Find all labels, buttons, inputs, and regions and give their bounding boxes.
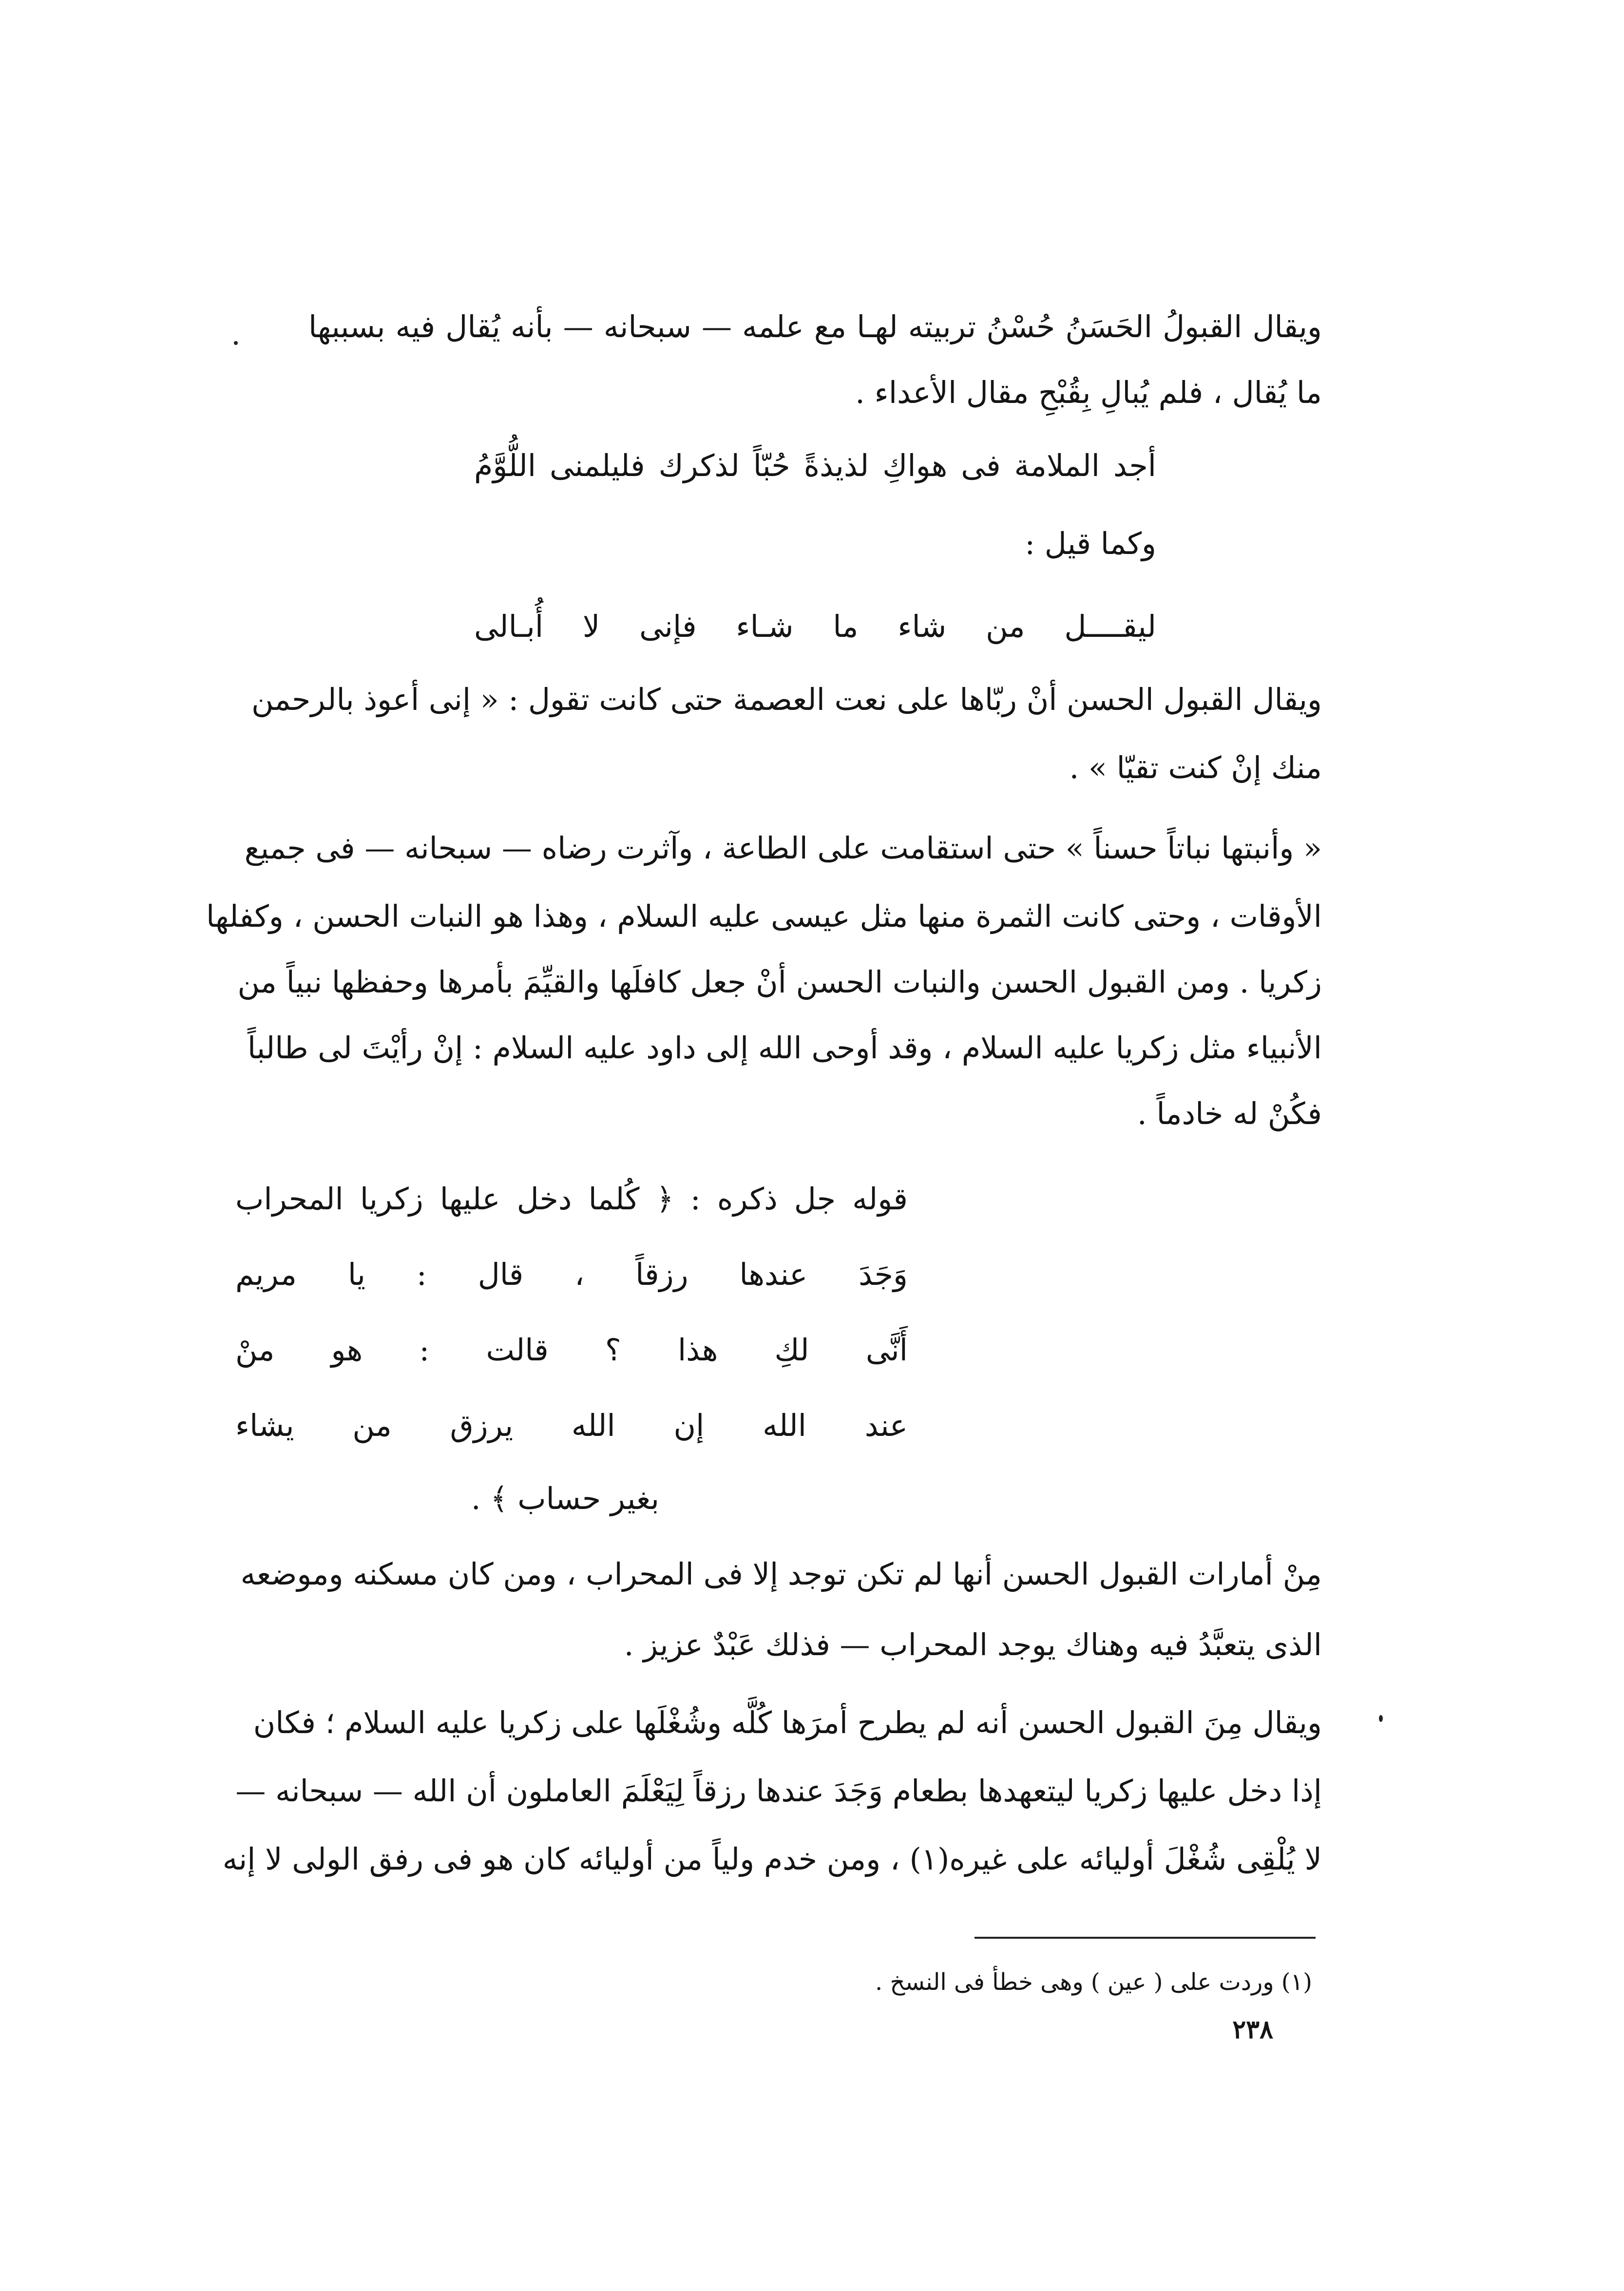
quran-verse-line: عند الله إن الله يرزق من يشاء xyxy=(235,1408,908,1443)
quran-verse-line: بغير حساب ﴾ . xyxy=(471,1481,659,1516)
text-line: لا يُلْقِى شُغْلَ أوليائه على غيره(١) ، ومن خدم ولياً من أوليائه كان هو فى رفق الولى لا إنه xyxy=(222,1841,1322,1877)
text-line: مِنْ أمارات القبول الحسن أنها لم تكن توجد إلا فى المحراب ، ومن كان مسكنه وموضعه xyxy=(240,1556,1322,1592)
poetry-verse: ليقــــل من شاء ما شـاء فإنى لا أُبـالى xyxy=(474,609,1156,644)
text-line: الأنبياء مثل زكريا عليه السلام ، وقد أوحى الله إلى داود عليه السلام : إنْ رأيْتَ لى طالباً xyxy=(247,1030,1322,1066)
text-line: إذا دخل عليها زكريا ليتعهدها بطعام وَجَدَ عندها رزقاً لِيَعْلَمَ العاملون أن الله — سبحانه — xyxy=(235,1773,1322,1809)
text-line: منك إنْ كنت تقيّا » . xyxy=(1069,750,1322,785)
scan-speck xyxy=(1379,1715,1383,1722)
quran-verse-line: قوله جل ذكره : ﴿ كُلما دخل عليها زكريا المحراب xyxy=(235,1181,908,1217)
footnote: (١) وردت على ( عين ) وهى خطأ فى النسخ . xyxy=(875,1968,1312,1996)
text-line: ويقال القبول الحسن أنْ ربّاها على نعت العصمة حتى كانت تقول : « إنى أعوذ بالرحمن xyxy=(251,682,1322,717)
text-line: زكريا . ومن القبول الحسن والنبات الحسن أنْ جعل كافلَها والقيِّمَ بأمرها وحفظها نبياً من xyxy=(237,964,1322,1000)
text-line: ما يُقال ، فلم يُبالِ بِقُبْحِ مقال الأعداء . xyxy=(855,375,1322,410)
footnote-separator xyxy=(974,1937,1316,1939)
text-line: فكُنْ له خادماً . xyxy=(1137,1096,1322,1131)
text-line: الذى يتعبَّدُ فيه وهناك يوجد المحراب — فذلك عَبْدٌ عزيز . xyxy=(624,1627,1322,1662)
poetry-verse: أجد الملامة فى هواكِ لذيذةً حُبّاً لذكرك فليلمنى اللُّوَّمُ xyxy=(474,448,1156,483)
text-line: « وأنبتها نباتاً حسناً » حتى استقامت على الطاعة ، وآثرت رضاه — سبحانه — فى جميع xyxy=(244,830,1322,866)
text-line: ويقال القبولُ الحَسَنُ حُسْنُ تربيته لهـا مع علمه — سبحانه — بأنه يُقال فيه بسببها xyxy=(308,309,1322,344)
verse-intro: وكما قيل : xyxy=(1025,526,1156,561)
scan-speck xyxy=(234,341,238,345)
text-line: ويقال مِنَ القبول الحسن أنه لم يطرح أمرَها كُلَّه وشُغْلَها على زكريا عليه السلام ؛ فكان xyxy=(253,1705,1322,1740)
page-number: ٢٣٨ xyxy=(1232,2015,1273,2044)
text-line: الأوقات ، وحتى كانت الثمرة منها مثل عيسى عليه السلام ، وهذا هو النبات الحسن ، وكفلها xyxy=(206,898,1322,934)
quran-verse-line: وَجَدَ عندها رزقاً ، قال : يا مريم xyxy=(235,1257,908,1292)
quran-verse-line: أَنَّى لكِ هذا ؟ قالت : هو منْ xyxy=(235,1332,908,1368)
